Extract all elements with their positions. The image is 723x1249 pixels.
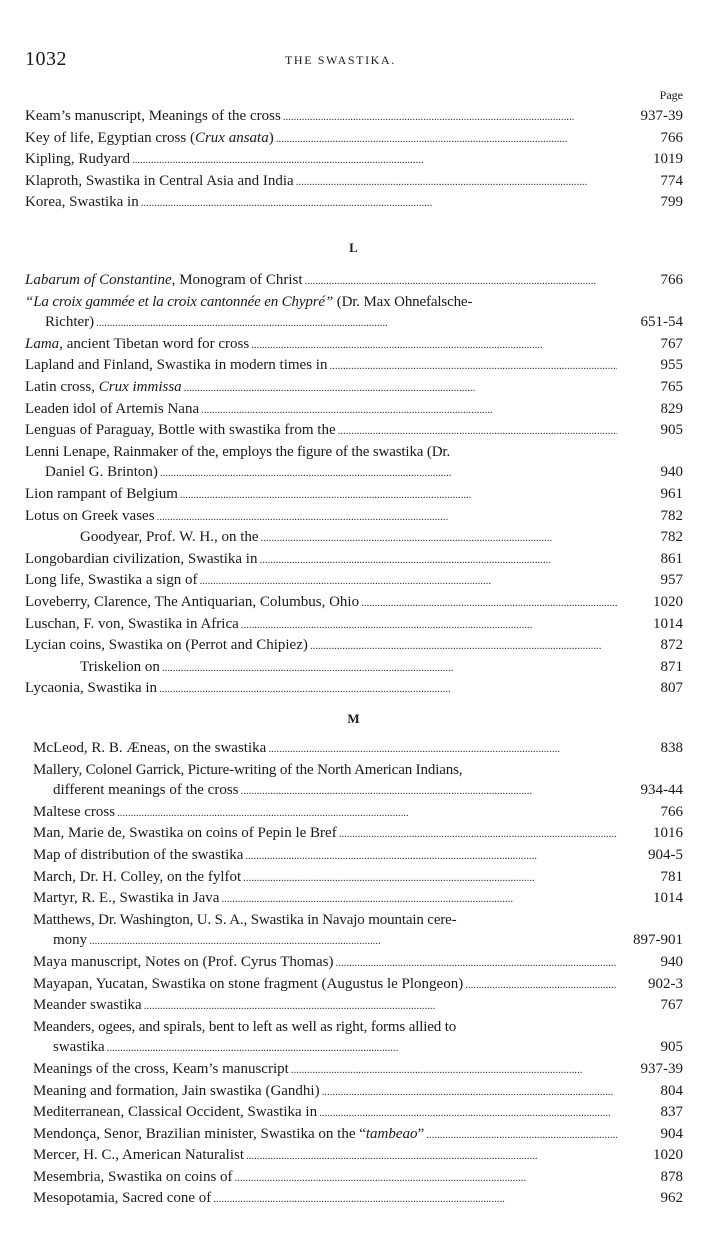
entry-line [33,1188,683,1210]
dot-leader [132,150,617,171]
entry-line [33,995,683,1017]
entry-text: Map of distribution of the swastika [33,846,244,863]
page-reference: 774 [660,172,683,189]
entry-text: Mesembria, Swastika on coins of [33,1168,233,1185]
entry-text-group [53,930,87,951]
entry-text: Martyr, R. E., Swastika in Java [33,890,220,907]
index-entry [25,106,683,128]
entry-line [25,106,683,128]
page-reference: 838 [660,740,683,756]
page-reference: 961 [660,485,683,502]
entry-text-italic: Lama, [25,335,63,352]
index-entry [33,910,683,952]
entry-text-group [33,867,241,888]
dot-leader [251,335,617,356]
entry-line [25,635,683,657]
dot-leader [184,378,617,399]
index-entry [25,149,683,171]
index-entry [33,802,683,824]
entry-text: (Dr. Max Ohnefalsche- [333,293,473,310]
page-reference: 767 [660,997,683,1014]
dot-leader [296,172,617,193]
entry-line [33,1081,683,1103]
entry-text: Mesopotamia, Sacred cone of [33,1190,212,1207]
index-entry [33,1081,683,1103]
page-reference: 1020 [653,1147,683,1164]
entry-line [25,657,683,679]
entry-line [25,377,683,399]
dot-leader [180,485,617,506]
entry-text-group [25,570,197,591]
entry-text-group [45,462,158,483]
entry-line [25,484,683,506]
index-entry [25,570,683,592]
page-reference: 766 [660,272,683,288]
page-reference: 765 [660,378,683,395]
page-reference: 1014 [653,615,683,632]
entry-text-italic: Crux ansata [194,129,269,146]
page-reference: 782 [660,529,683,546]
entry-line [33,974,683,996]
entry-line [25,192,683,214]
entry-line [33,1167,683,1189]
running-head [25,48,685,74]
entry-text-group [25,106,281,127]
entry-text-group [33,823,337,844]
page-reference: 878 [660,1168,683,1185]
entry-continuation-line [25,312,683,334]
page-reference: 940 [660,953,683,970]
entry-text: ancient Tibetan word for cross [62,335,250,352]
entry-line [25,570,683,592]
dot-leader [259,550,617,571]
entry-continuation-line [25,462,683,484]
index-entry [33,1145,683,1167]
entry-text-group [33,1167,233,1188]
section-letter-l: L [349,240,359,255]
dot-leader [291,1060,617,1081]
entry-line [25,527,683,549]
entry-line [33,738,683,760]
dot-leader [361,593,617,614]
entry-text-group [53,1037,105,1058]
dot-leader [160,463,617,484]
dot-leader [199,571,617,592]
entry-text: Lenni Lenape, Rainmaker of the, employs the figure of the swastika (Dr. [25,443,451,460]
entry-text-group [25,334,249,355]
entry-text: Lycian coins, Swastika on (Perrot and Chipiez) [25,637,308,654]
entry-line [33,867,683,889]
page-reference: 651-54 [640,314,683,331]
index-entry [25,657,683,679]
entry-text-group [25,128,274,149]
entry-continuation: different meanings of the cross [53,782,239,799]
page-reference: 904 [660,1125,683,1142]
index-entry [25,292,683,334]
entry-text-group [33,995,142,1016]
entry-heading-line [33,760,683,781]
index-entry [33,845,683,867]
entry-text: Meanings of the cross, Keam’s manuscript [33,1060,289,1077]
index-entry [33,995,683,1017]
index-entry [25,377,683,399]
entry-text-group [25,192,139,213]
index-entry [25,549,683,571]
entry-text-group [53,780,239,801]
entry-text-group [33,802,115,823]
dot-leader [96,313,617,334]
entry-text-group [33,738,266,759]
dot-leader [338,421,617,442]
page-reference: 934-44 [640,782,683,799]
page-reference: 782 [660,507,683,524]
entry-heading-line [33,910,683,931]
entry-text: Lapland and Finland, Swastika in modern times in [25,357,328,374]
entry-text: Mediterranean, Classical Occident, Swastika in [33,1104,318,1121]
entry-text-italic: Labarum of Constantine, [25,272,176,288]
dot-leader [221,889,617,910]
entry-text: Meaning and formation, Jain swastika (Gandhi) [33,1082,320,1099]
entry-line [33,1124,683,1146]
entry-text-group [25,592,359,613]
entry-line [25,592,683,614]
entry-line [33,1102,683,1124]
entry-text: Loveberry, Clarence, The Antiquarian, Columbus, Ohio [25,593,360,610]
page-reference: 902-3 [648,975,683,992]
index-entry [33,1059,683,1081]
index-entry [25,484,683,506]
entry-text: Mallery, Colonel Garrick, Picture-writing of the North American Indians, [33,761,463,778]
index-entry [25,171,683,193]
page-reference: 766 [660,129,683,146]
entry-continuation: Daniel G. Brinton) [45,464,158,481]
dot-leader [329,356,617,377]
entry-text-group [33,1081,320,1102]
index-entry [33,1188,683,1210]
entry-text-italic: Crux immissa [98,378,182,395]
entry-text: Monogram of Christ [175,272,303,288]
index-entry [25,270,683,292]
entry-text: Klaproth, Swastika in Central Asia and India [25,172,294,189]
index-entry [33,738,683,760]
entry-line [33,845,683,867]
index-entry [25,192,683,214]
page-reference: 1016 [653,825,683,842]
entry-text: ) [268,129,274,146]
index-entry [25,399,683,421]
entry-line [25,355,683,377]
dot-leader [245,846,617,867]
entry-text-group [25,678,157,699]
index-entry [33,760,683,802]
entry-text: Long life, Swastika a sign of [25,572,198,589]
dot-leader [201,400,617,421]
entry-line [33,952,683,974]
entry-text: Kipling, Rudyard [25,151,130,168]
entry-line [25,678,683,700]
index-section-m [33,738,683,1210]
entry-text: Meanders, ogees, and spirals, bent to left as well as right, forms allied to [33,1018,457,1035]
page-reference: 937-39 [640,1060,683,1077]
index-entry [33,867,683,889]
entry-text: Luschan, F. von, Swastika in Africa [25,615,239,632]
entry-text: Latin cross, [25,378,99,395]
dot-leader [305,271,617,292]
dot-leader [246,1146,617,1167]
entry-text: Meander swastika [33,997,142,1014]
dot-leader [322,1082,617,1103]
page-reference: 1020 [653,593,683,610]
entry-text-group [33,888,219,909]
entry-line [25,399,683,421]
page-number: 1032 [25,48,67,70]
entry-line [25,270,683,292]
dot-leader [235,1168,617,1189]
page-reference: 955 [660,357,683,374]
dot-leader [310,636,617,657]
entry-continuation: Richter) [45,314,95,331]
entry-text-group [25,506,155,527]
entry-text-group [25,377,182,398]
entry-text: ” [417,1125,425,1142]
dot-leader [465,975,617,996]
index-entry [25,442,683,484]
index-entry [33,823,683,845]
page-reference: 781 [660,868,683,885]
page-reference: 829 [660,400,683,417]
page-reference: 905 [660,1039,683,1056]
index-entry [33,1102,683,1124]
page-reference: 905 [660,422,683,439]
entry-line [25,614,683,636]
entry-line [25,128,683,150]
index-entry [25,678,683,700]
entry-continuation: swastika [53,1039,105,1056]
book-title: THE SWASTIKA. [285,53,396,67]
entry-text: Lenguas of Paraguay, Bottle with swastika from the [25,422,336,439]
page-reference: 871 [660,658,683,675]
entry-text: Key of life, Egyptian cross ( [25,129,195,146]
index-entry [33,1017,683,1059]
dot-leader [117,803,617,824]
entry-text: Korea, Swastika in [25,194,139,211]
entry-text: Triskelion on [80,658,160,675]
index-section-k [25,106,683,214]
entry-text-group [25,549,257,570]
entry-line [25,171,683,193]
entry-continuation-line [33,1037,683,1059]
entry-line [25,420,683,442]
entry-text-group [80,657,160,678]
page-reference: 861 [660,550,683,567]
index-entry [25,592,683,614]
entry-text-group [25,270,303,291]
entry-text: Goodyear, Prof. W. H., on the [80,529,259,546]
entry-heading-line [25,292,683,313]
dot-leader [241,615,617,636]
page-reference: 957 [660,572,683,589]
entry-text: Leaden idol of Artemis Nana [25,400,200,417]
entry-continuation-line [33,780,683,802]
entry-text-group [33,1188,211,1209]
page-reference: 897-901 [633,932,683,949]
entry-line [33,1145,683,1167]
entry-text-group [25,635,308,656]
dot-leader [159,679,617,700]
entry-text: Mendonça, Senor, Brazilian minister, Swastika on the “ [33,1125,366,1142]
page-reference: 1014 [653,890,683,907]
entry-text-group [25,171,294,192]
entry-continuation: mony [53,932,88,949]
entry-text: March, Dr. H. Colley, on the fylfot [33,868,242,885]
entry-line [33,1059,683,1081]
entry-text: Matthews, Dr. Washington, U. S. A., Swastika in Navajo mountain cere- [33,911,457,928]
entry-text-group [25,355,327,376]
dot-leader [243,868,617,889]
entry-text: Mayapan, Yucatan, Swastika on stone fragment (Augustus le Plongeon) [33,975,464,992]
index-entry [33,888,683,910]
index-entry [33,1167,683,1189]
index-section-l [25,270,683,700]
entry-line [25,506,683,528]
entry-text-group [33,974,463,995]
dot-leader [157,507,617,528]
entry-text-group [33,1145,244,1166]
entry-text: Man, Marie de, Swastika on coins of Pepin le Bref [33,825,337,842]
page-column-label: Page [659,88,683,102]
entry-text-group [33,1102,317,1123]
dot-leader [319,1103,617,1124]
dot-leader [213,1189,617,1210]
entry-text-group [33,1059,289,1080]
entry-continuation-line [33,930,683,952]
page-reference: 767 [660,335,683,352]
page-reference: 837 [660,1104,683,1121]
page-reference: 799 [660,194,683,211]
dot-leader [141,193,617,214]
entry-text-group [25,614,239,635]
entry-text-group [25,149,130,170]
entry-text: Lycaonia, Swastika in [25,680,158,697]
entry-heading-line [25,442,683,463]
page-reference: 962 [660,1190,683,1207]
dot-leader [426,1125,617,1146]
entry-text-group [33,845,243,866]
dot-leader [162,658,617,679]
index-entry [25,614,683,636]
page-reference: 940 [660,464,683,481]
dot-leader [336,953,617,974]
entry-text: Longobardian civilization, Swastika in [25,550,258,567]
index-entry [25,334,683,356]
dot-leader [89,931,617,952]
entry-text: Mercer, H. C., American Naturalist [33,1147,244,1164]
page-reference: 804 [660,1082,683,1099]
entry-text: Keam’s manuscript, Meanings of the cross [25,108,281,124]
index-entry [25,635,683,657]
dot-leader [339,824,617,845]
entry-text-group [25,420,336,441]
entry-text-italic: tambeao [365,1125,418,1142]
page-reference: 872 [660,637,683,654]
page-reference: 1019 [653,151,683,168]
entry-text: Maltese cross [33,803,116,820]
dot-leader [261,528,617,549]
entry-line [25,549,683,571]
entry-line [33,802,683,824]
dot-leader [283,107,617,128]
entry-text-group [45,312,94,333]
entry-text: Lion rampant of Belgium [25,485,178,502]
index-entry [25,128,683,150]
dot-leader [144,996,617,1017]
entry-text-group [25,399,199,420]
index-entry [25,355,683,377]
entry-text-group [33,1124,424,1145]
dot-leader [241,781,617,802]
page-reference: 766 [660,803,683,820]
entry-text-group [25,484,178,505]
entry-heading-line [33,1017,683,1038]
index-entry [25,506,683,528]
entry-line [33,823,683,845]
entry-line [25,149,683,171]
index-entry [33,1124,683,1146]
entry-text: Maya manuscript, Notes on (Prof. Cyrus Thomas) [33,953,334,970]
entry-title-italic: “La croix gammée et la croix cantonnée en Chypré” [25,293,334,310]
entry-line [25,334,683,356]
dot-leader [107,1038,617,1059]
entry-text: Lotus on Greek vases [25,507,155,524]
dot-leader [268,739,617,760]
section-letter-m: M [347,711,361,726]
index-entry [33,952,683,974]
page-reference: 937-39 [640,108,683,124]
page-reference: 807 [660,680,683,697]
entry-text-group [33,952,334,973]
index-entry [25,527,683,549]
entry-line [33,888,683,910]
index-entry [25,420,683,442]
entry-text-group [80,527,259,548]
dot-leader [276,129,617,150]
page-reference: 904-5 [648,846,683,863]
index-entry [33,974,683,996]
entry-text: McLeod, R. B. Æneas, on the swastika [33,740,267,756]
